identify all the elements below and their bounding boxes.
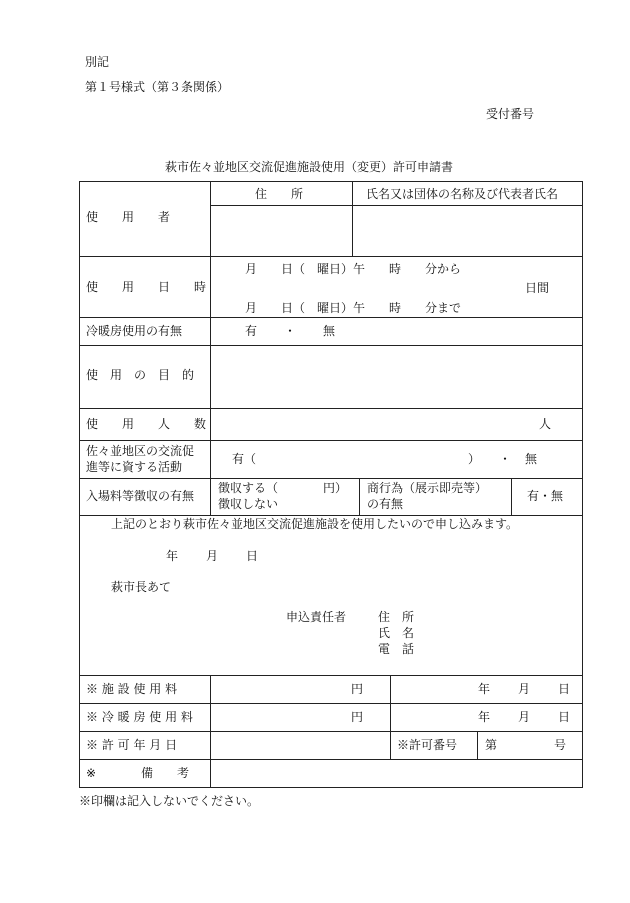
applicant-phone[interactable]: 電 話 bbox=[378, 642, 415, 656]
sales-yes-no[interactable]: 有・無 bbox=[527, 489, 564, 503]
facility-fee-year: 年 bbox=[478, 682, 491, 696]
people-label: 使 用 人 数 bbox=[86, 417, 207, 431]
facility-fee-day: 日 bbox=[558, 682, 571, 696]
sales-label-line2: の有無 bbox=[367, 497, 404, 511]
sales-label-line1: 商行為（展示即売等） bbox=[367, 481, 488, 495]
user-name-field[interactable] bbox=[354, 207, 580, 254]
activity-label-line2: 進等に資する活動 bbox=[86, 460, 183, 474]
permit-number-label: ※許可番号 bbox=[397, 738, 458, 752]
purpose-field[interactable] bbox=[212, 347, 580, 406]
aircon-fee-label: ※ 冷 暖 房 使 用 料 bbox=[86, 710, 193, 724]
facility-fee-label: ※ 施 設 使 用 料 bbox=[86, 682, 178, 696]
user-address-field[interactable] bbox=[212, 207, 350, 254]
activity-no[interactable]: 無 bbox=[525, 452, 538, 466]
datetime-from[interactable]: 月 日（ 曜日）午 時 分から bbox=[245, 262, 462, 276]
addressee: 萩市長あて bbox=[111, 580, 172, 594]
user-label: 使 用 者 bbox=[86, 210, 171, 224]
aircon-label: 冷暖房使用の有無 bbox=[86, 324, 183, 338]
aircon-fee-month: 月 bbox=[518, 710, 531, 724]
purpose-label: 使 用 の 目 的 bbox=[86, 368, 195, 382]
declaration-day: 日 bbox=[246, 549, 259, 563]
datetime-days[interactable]: 日間 bbox=[525, 281, 550, 295]
receipt-number-label: 受付番号 bbox=[486, 107, 535, 121]
aircon-no[interactable]: 無 bbox=[323, 324, 336, 338]
fee-collect[interactable]: 徴収する（ bbox=[218, 481, 279, 495]
aircon-dot: ・ bbox=[284, 324, 297, 338]
people-field[interactable] bbox=[212, 410, 532, 438]
fee-yen: 円） bbox=[323, 481, 348, 495]
fee-label: 入場料等徴収の有無 bbox=[86, 489, 195, 503]
user-name-header: 氏名又は団体の名称及び代表者氏名 bbox=[366, 187, 559, 201]
remarks-label: 備 考 bbox=[141, 766, 190, 780]
aircon-yes[interactable]: 有 bbox=[245, 324, 258, 338]
aircon-fee-day: 日 bbox=[558, 710, 571, 724]
applicant-label: 申込責任者 bbox=[286, 610, 347, 624]
aircon-fee-year: 年 bbox=[478, 710, 491, 724]
activity-dot: ・ bbox=[499, 452, 512, 466]
fee-no-collect[interactable]: 徴収しない bbox=[218, 497, 279, 511]
aircon-fee-yen: 円 bbox=[351, 710, 364, 724]
user-address-header: 住 所 bbox=[255, 187, 304, 201]
activity-close: ） bbox=[468, 452, 481, 466]
footnote: ※印欄は記入しないでください。 bbox=[79, 794, 260, 808]
activity-yes[interactable]: 有（ bbox=[232, 452, 257, 466]
page-title: 萩市佐々並地区交流促進施設使用（変更）許可申請書 bbox=[165, 160, 454, 174]
declaration-text: 上記のとおり萩市佐々並地区交流促進施設を使用したいので申し込みます。 bbox=[111, 517, 519, 531]
activity-label-line1: 佐々並地区の交流促 bbox=[86, 444, 195, 458]
permit-number-go: 号 bbox=[554, 738, 567, 752]
facility-fee-yen: 円 bbox=[351, 682, 364, 696]
permit-date-label: ※ 許 可 年 月 日 bbox=[86, 738, 178, 752]
facility-fee-month: 月 bbox=[518, 682, 531, 696]
datetime-label: 使 用 日 時 bbox=[86, 280, 207, 294]
declaration-year: 年 bbox=[166, 549, 179, 563]
declaration-month: 月 bbox=[206, 549, 219, 563]
datetime-to[interactable]: 月 日（ 曜日）午 時 分まで bbox=[245, 301, 462, 315]
people-unit: 人 bbox=[539, 417, 552, 431]
remarks-mark: ※ bbox=[86, 766, 97, 780]
applicant-name[interactable]: 氏 名 bbox=[378, 626, 415, 640]
annex-label: 別記 bbox=[85, 55, 110, 69]
permit-number-dai: 第 bbox=[485, 738, 498, 752]
applicant-address[interactable]: 住 所 bbox=[378, 610, 415, 624]
form-number: 第１号様式（第３条関係） bbox=[85, 80, 230, 94]
